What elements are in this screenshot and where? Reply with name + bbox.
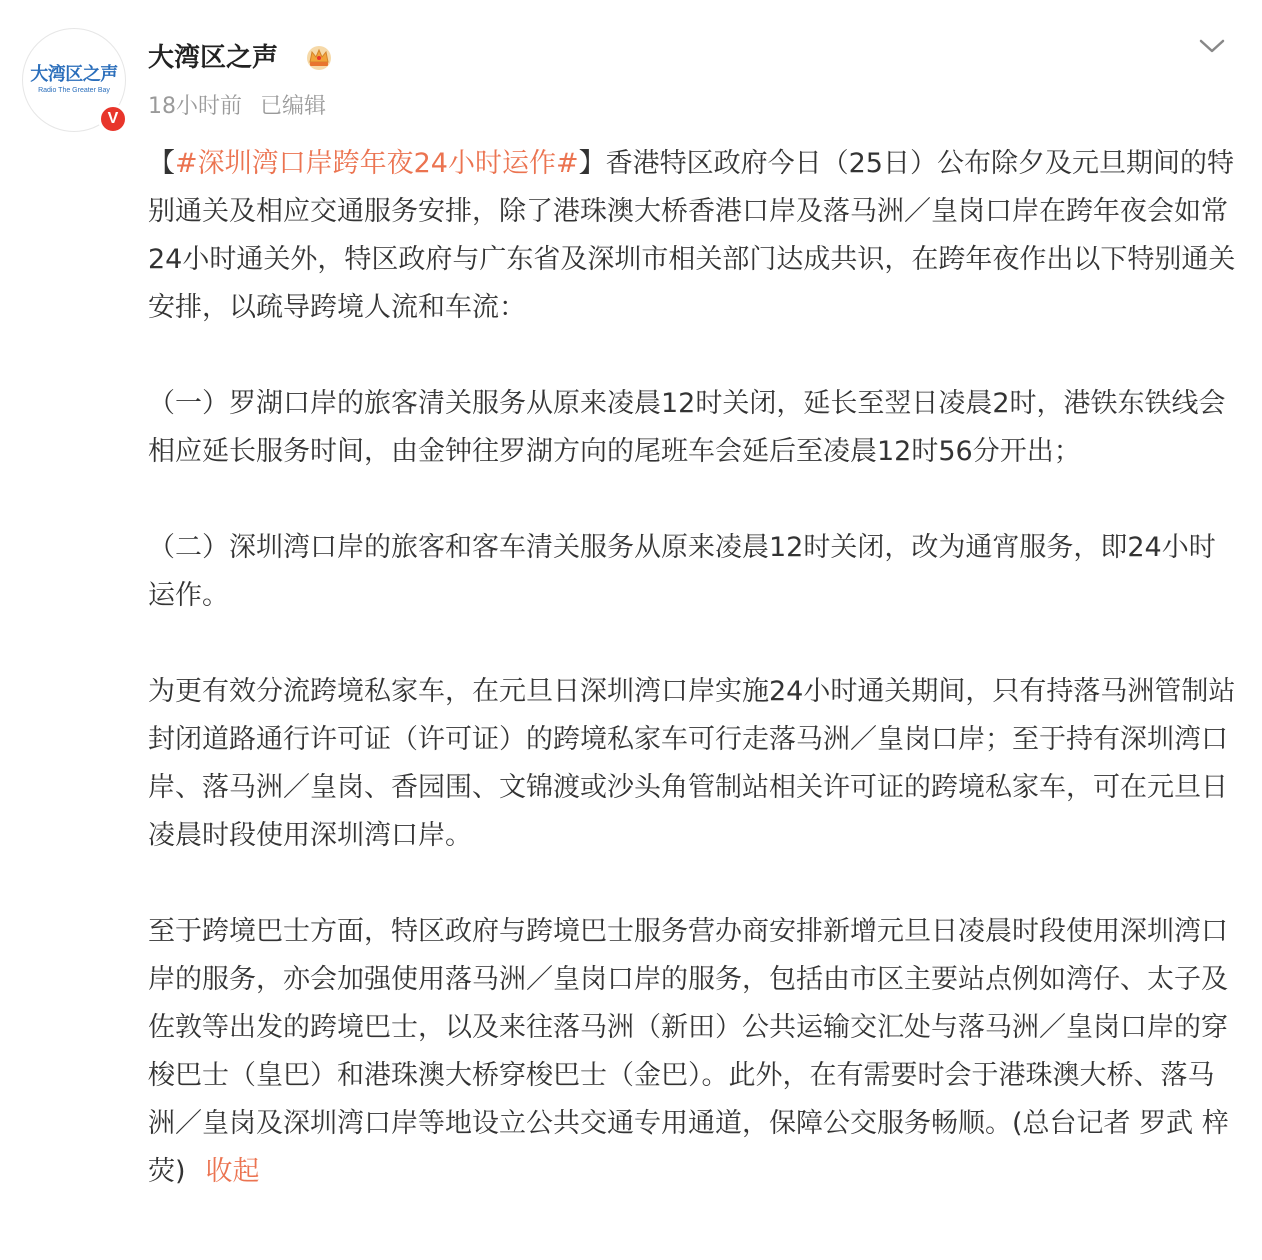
- post-header: [22, 28, 1242, 138]
- username[interactable]: 大湾区之声: [148, 43, 279, 73]
- edited-label[interactable]: 已编辑: [260, 94, 327, 119]
- paragraph-2: （一）罗湖口岸的旅客清关服务从原来凌晨12时关闭，延长至翌日凌晨2时，港铁东铁线会相应延长服务时间，由金钟往罗湖方向的尾班车会延后至凌晨12时56分开出；: [148, 388, 1226, 467]
- open-bracket: 【: [148, 148, 175, 179]
- collapse-link[interactable]: 收起: [205, 1156, 260, 1187]
- avatar-logo-subtext: Radio The Greater Bay: [38, 87, 110, 94]
- chevron-down-icon[interactable]: [1198, 36, 1226, 56]
- paragraph-1-text: 】香港特区政府今日（25日）公布除夕及元旦期间的特别通关及相应交通服务安排，除了港珠澳大桥香港口岸及落马洲／皇岗口岸在跨年夜会如常24小时通关外，特区政府与广东省及深圳市相关部门达成共识，在跨年夜作出以下特别通关安排，以疏导跨境人流和车流：: [148, 148, 1236, 323]
- hashtag-link[interactable]: #深圳湾口岸跨年夜24小时运作#: [175, 148, 579, 179]
- post-meta: [148, 92, 326, 122]
- post-body: [148, 140, 1238, 1244]
- paragraph-3: （二）深圳湾口岸的旅客和客车清关服务从原来凌晨12时关闭，改为通宵服务，即24小时运作。: [148, 532, 1216, 611]
- paragraph-4: 为更有效分流跨境私家车，在元旦日深圳湾口岸实施24小时通关期间，只有持落马洲管制站封闭道路通行许可证（许可证）的跨境私家车可行走落马洲／皇岗口岸；至于持有深圳湾口岸、落马洲／皇岗、香园围、文锦渡或沙头角管制站相关许可证的跨境私家车，可在元旦日凌晨时段使用深圳湾口岸。: [148, 676, 1236, 851]
- paragraph-5: [148, 908, 1238, 1196]
- paragraph-5-text: 至于跨境巴士方面，特区政府与跨境巴士服务营办商安排新增元旦日凌晨时段使用深圳湾口岸的服务，亦会加强使用落马洲／皇岗口岸的服务，包括由市区主要站点例如湾仔、太子及佐敦等出发的跨境巴士，以及来往落马洲（新田）公共运输交汇处与落马洲／皇岗口岸的穿梭巴士（皇巴）和港珠澳大桥穿梭巴士（金巴）。此外，在有需要时会于港珠澳大桥、落马洲／皇岗及深圳湾口岸等地设立公共交通专用通道，保障公交服务畅顺。(总台记者 罗武 梓荧): [148, 916, 1229, 1187]
- crown-icon: [304, 42, 334, 72]
- avatar-logo-text: 大湾区之声: [30, 64, 118, 85]
- verified-badge: V: [98, 104, 128, 134]
- post-time: 18小时前: [148, 94, 242, 119]
- paragraph-1: [148, 140, 1238, 332]
